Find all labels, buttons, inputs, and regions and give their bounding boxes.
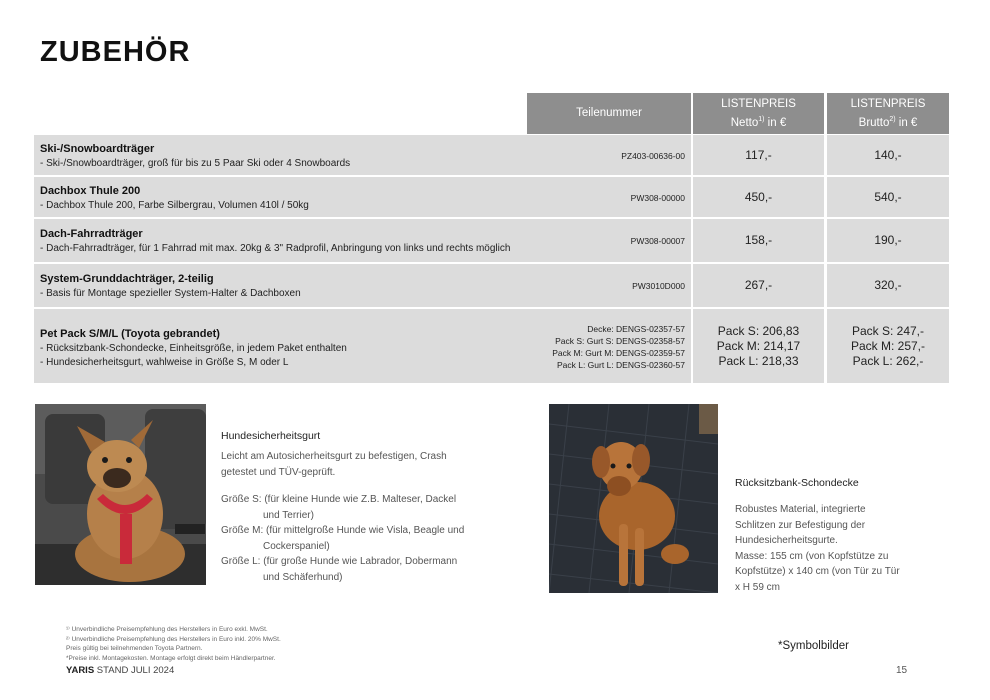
- footer-model-stand: YARIS STAND JULI 2024: [66, 665, 175, 676]
- row-description: [40, 141, 350, 171]
- part-number: PW308-00007: [630, 236, 685, 246]
- net-price: 158,-: [744, 233, 773, 247]
- net-price: 267,-: [744, 278, 773, 292]
- table-row: [34, 177, 949, 217]
- row-description: [40, 183, 309, 213]
- harness-description: [221, 449, 466, 585]
- product-name: Dach-Fahrradträger: [40, 228, 143, 240]
- part-number: PW3010D000: [632, 281, 685, 291]
- header-net-line2: Netto$^{1)}$ in €: [730, 115, 787, 129]
- header-part-number: [527, 93, 691, 134]
- product-detail: - Ski-/Snowboardträger, groß für bis zu 5 Paar Ski oder 4 Snowboards: [40, 158, 351, 169]
- product-detail: - Basis für Montage spezieller System-Halter & Dachboxen: [40, 288, 301, 299]
- product-name: Dachbox Thule 200: [40, 185, 141, 197]
- product-name: Pet Pack S/M/L (Toyota gebrandet): [40, 328, 220, 340]
- symbol-note: *Symbolbilder: [778, 640, 849, 652]
- gross-price: 140,-: [874, 147, 902, 162]
- page-number: 15: [896, 665, 908, 676]
- header-net-price: [693, 93, 824, 134]
- footnote: Preis gültig bei teilnehmenden Toyota Partnern.: [66, 645, 203, 652]
- net-price: 117,-: [745, 147, 772, 162]
- page-title: ZUBEHÖR: [40, 36, 191, 68]
- row-description: [40, 271, 301, 301]
- table-row: [34, 135, 949, 175]
- gross-price: 540,-: [874, 189, 902, 204]
- harness-size-l: Größe L: (für große Hunde wie Labrador, Dobermann und Schäferhund): [221, 556, 458, 583]
- gross-price-list: Pack S: 247,- Pack M: 257,- Pack L: 262,-: [850, 323, 926, 368]
- footnote: ²⁾ Unverbindliche Preisempfehlung des Herstellers in Euro inkl. 20% MwSt.: [66, 635, 281, 643]
- cover-text: Robustes Material, integrierte Schlitzen zur Befestigung der Hundesicherheitsgurte.: [735, 504, 866, 546]
- row-description: [40, 326, 347, 370]
- header-net-line1: LISTENPREIS: [721, 97, 796, 110]
- product-detail: - Hundesicherheitsgurt, wahlweise in Größe S, M oder L: [40, 357, 289, 368]
- net-price: 450,-: [744, 189, 773, 204]
- product-detail: - Rücksitzbank-Schondecke, Einheitsgröße, in jedem Paket enthalten: [40, 343, 347, 354]
- header-gross-line1: LISTENPREIS: [850, 97, 926, 110]
- table-row: [34, 219, 949, 262]
- header-gross-price: [827, 93, 949, 134]
- part-number: PZ403-00636-00: [621, 151, 685, 161]
- table-row: [34, 264, 949, 307]
- gross-price: 190,-: [874, 233, 902, 247]
- net-price-list: Pack S: 206,83 Pack M: 214,17 Pack L: 218,33: [716, 323, 801, 368]
- harness-size-m: Größe M: (für mittelgroße Hunde wie Visla, Beagle und Cockerspaniel): [221, 525, 465, 552]
- product-name: System-Grunddachträger, 2-teilig: [40, 273, 214, 285]
- cover-title: Rücksitzbank-Schondecke: [735, 477, 859, 489]
- table-row: [34, 309, 949, 383]
- seat-cover-photo: [549, 404, 718, 593]
- dog-harness-photo: [35, 404, 206, 585]
- footnote: *Preise inkl. Montagekosten. Montage erfolgt direkt beim Händlerpartner.: [66, 654, 276, 662]
- header-gross-line2: Brutto$^{2)}$ in €: [858, 115, 918, 129]
- cover-dimensions: Masse: 155 cm (von Kopfstütze zu Kopfstütze) x 140 cm (von Tür zu Tür x H 59 cm: [735, 550, 900, 593]
- harness-size-s: Größe S: (für kleine Hunde wie Z.B. Malteser, Dackel und Terrier): [221, 494, 457, 521]
- cover-description: [735, 502, 907, 595]
- harness-title: Hundesicherheitsgurt: [221, 430, 321, 442]
- footnotes: [66, 625, 281, 663]
- header-part-number-label: Teilenummer: [576, 107, 642, 119]
- part-number: PW308-00000: [630, 193, 685, 203]
- product-name: Ski-/Snowboardträger: [40, 143, 155, 155]
- footnote: ¹⁾ Unverbindliche Preisempfehlung des Herstellers in Euro exkl. MwSt.: [66, 626, 268, 633]
- gross-price: 320,-: [874, 278, 902, 292]
- product-detail: - Dachbox Thule 200, Farbe Silbergrau, Volumen 410l / 50kg: [40, 200, 309, 211]
- product-detail: - Dach-Fahrradträger, für 1 Fahrrad mit max. 20kg & 3" Radprofil, Anbringung von links und rechts möglich: [40, 243, 511, 254]
- harness-intro: Leicht am Autosicherheitsgurt zu befestigen, Crash getestet und TÜV-geprüft.: [221, 451, 447, 478]
- part-number-list: Decke: DENGS-02357-57 Pack S: Gurt S: DENGS-02358-57 Pack M: Gurt M: DENGS-02359-57 Pack L: Gurt L: DENGS-02360-57: [552, 324, 685, 370]
- row-description: [40, 226, 510, 256]
